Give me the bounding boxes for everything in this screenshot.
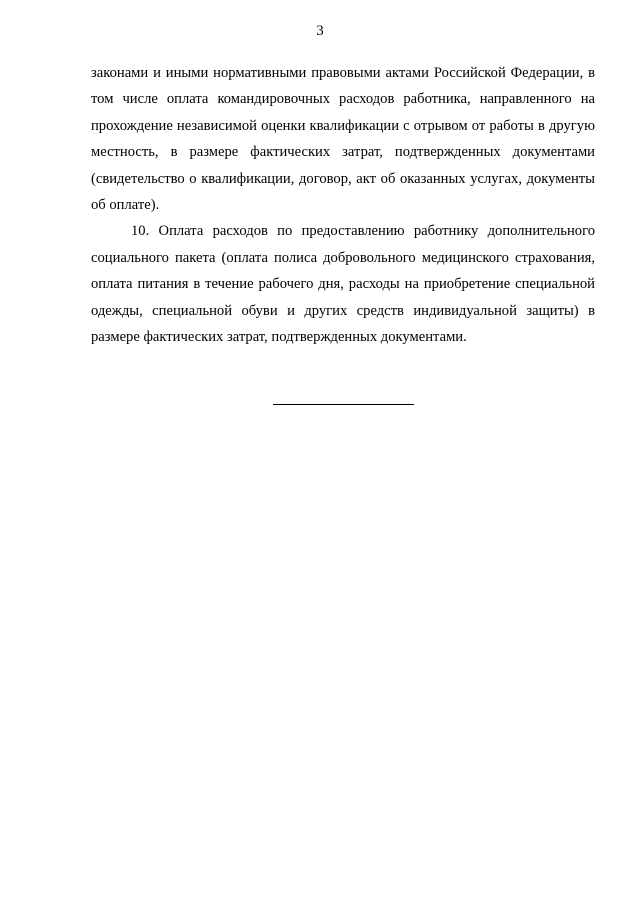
document-body <box>91 60 595 350</box>
end-of-document-rule <box>273 404 414 405</box>
paragraph-continuation: законами и иными нормативными правовыми актами Российской Федерации, в том числе оплата командировочных расходов работника, направленного на прохождение независимой оценки квалификации с отрывом от работы в другую местность, в размере фактических затрат, подтвержденных документами (свидетельство о квалификации, договор, акт об оказанных услугах, документы об оплате). <box>91 65 595 214</box>
paragraph-item-10: 10. Оплата расходов по предоставлению работнику дополнительного социального пакета (оплата полиса добровольного медицинского страхования, оплата питания в течение рабочего дня, расходы на приобретение специальной одежды, специальной обуви и других средств индивидуальной защиты) в размере фактических затрат, подтвержденных документами. <box>91 223 595 346</box>
page-number: 3 <box>316 23 324 39</box>
